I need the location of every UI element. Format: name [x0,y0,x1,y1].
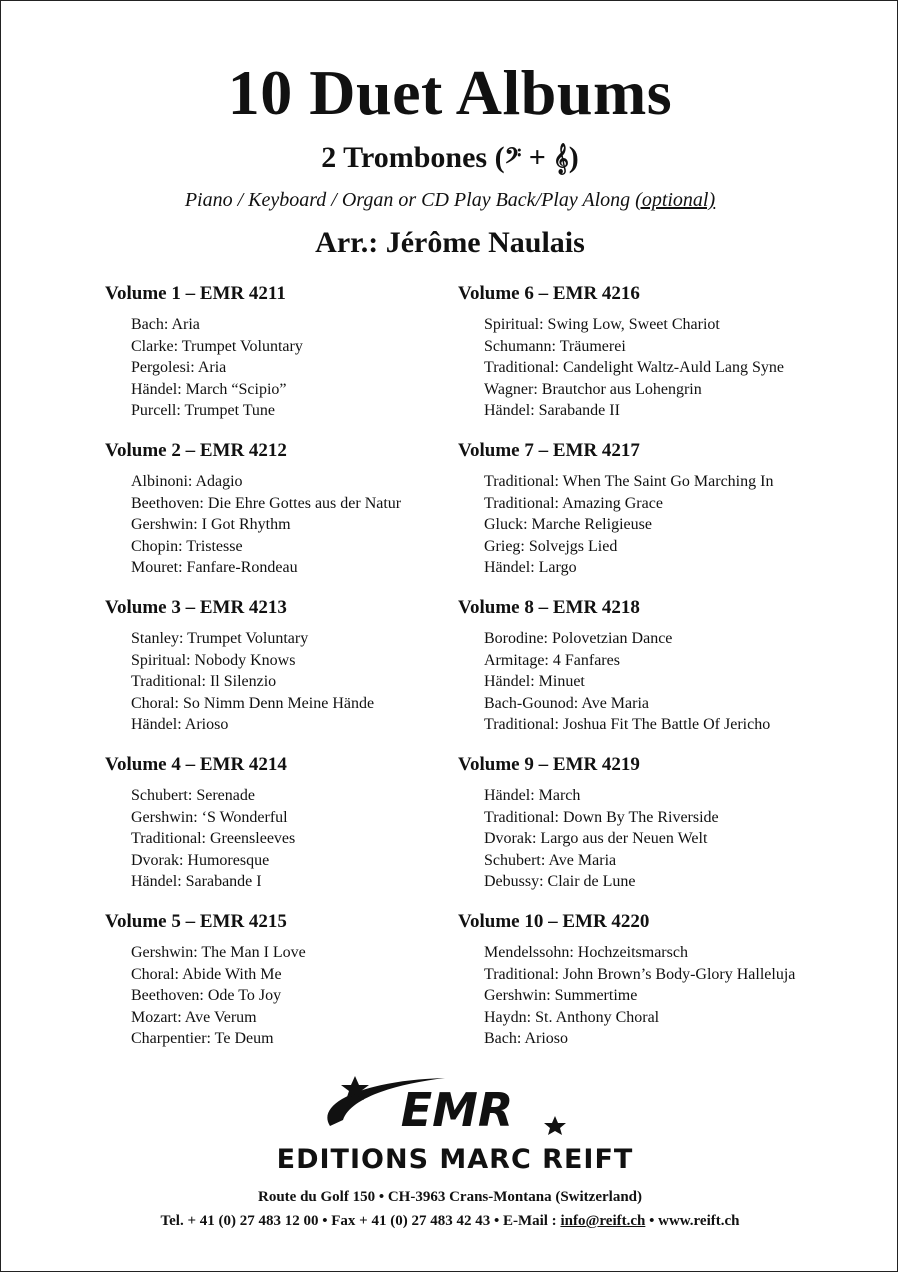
volumes-column-left [105,280,505,1065]
piece-item: Gluck: Marche Religieuse [484,516,652,533]
email-link[interactable]: info@reift.ch [560,1213,646,1229]
piece-item: Händel: Minuet [484,673,585,690]
piece-item: Mozart: Ave Verum [131,1008,257,1026]
treble-clef-icon: 𝄞 [553,144,569,174]
volume-title: Volume 10 – EMR 4220 [458,911,650,932]
piece-item: Chopin: Tristesse [131,537,243,555]
piece-item: Pergolesi: Aria [131,359,227,376]
piece-list [131,785,505,893]
arranger: Arr.: Jérôme Naulais [315,226,585,259]
volume-block [105,751,505,908]
piece-item: Mouret: Fanfare-Rondeau [131,559,298,576]
piece-item: Gershwin: ‘S Wonderful [131,808,288,826]
instrumentation-line [0,186,900,214]
volume-block [105,280,505,437]
piece-list [131,471,505,579]
piece-item: Händel: Largo [484,559,577,576]
piece-list [131,942,505,1050]
piece-list [484,471,878,579]
piece-item: Clarke: Trumpet Voluntary [131,337,303,355]
piece-item: Grieg: Solvejgs Lied [484,537,618,555]
page-title: 10 Duet Albums [227,57,673,128]
piece-item: Schumann: Träumerei [484,337,626,355]
piece-item: Beethoven: Die Ehre Gottes aus der Natur [131,494,402,512]
volume-title: Volume 2 – EMR 4212 [105,440,287,461]
optional-note: (optional) [635,189,716,211]
volume-title: Volume 3 – EMR 4213 [105,597,287,618]
piece-item: Dvorak: Largo aus der Neuen Welt [484,830,708,847]
piece-item: Traditional: Candelight Waltz-Auld Lang Syne [484,359,785,376]
volume-block [105,908,505,1065]
piece-item: Traditional: John Brown’s Body-Glory Halleluja [484,965,796,983]
piece-item: Haydn: St. Anthony Choral [484,1008,660,1026]
piece-item: Stanley: Trumpet Voluntary [131,630,309,647]
piece-item: Händel: Sarabande I [131,873,262,890]
piece-list [484,314,878,422]
piece-item: Choral: Abide With Me [131,965,282,983]
volume-block [458,280,878,437]
website: • www.reift.ch [645,1213,740,1229]
emr-logo [235,1068,675,1178]
piece-item: Spiritual: Swing Low, Sweet Chariot [484,316,720,333]
piece-item: Gershwin: I Got Rhythm [131,516,291,533]
piece-item: Gershwin: Summertime [484,987,638,1004]
volume-title: Volume 9 – EMR 4219 [458,754,640,775]
piece-item: Charpentier: Te Deum [131,1030,274,1047]
star-icon [544,1116,566,1135]
piece-list [131,314,505,422]
piece-item: Bach: Arioso [484,1030,568,1047]
piece-item: Purcell: Trumpet Tune [131,402,276,419]
publisher-address: Route du Golf 150 • CH-3963 Crans-Montana (Switzerland) [258,1189,642,1205]
volume-title: Volume 7 – EMR 4217 [458,440,640,461]
piece-item: Händel: March [484,787,581,804]
piece-item: Traditional: When The Saint Go Marching In [484,473,774,490]
publisher-contact [0,1209,900,1233]
piece-list [484,942,878,1050]
volume-block [458,594,878,751]
volume-block [105,437,505,594]
contact-phone-fax: Tel. + 41 (0) 27 483 12 00 • Fax + 41 (0) 27 483 42 43 • E-Mail : [160,1213,561,1229]
logo-publisher-name: EDITIONS MARC REIFT [276,1144,634,1175]
piece-item: Mendelssohn: Hochzeitsmarsch [484,944,688,961]
piece-item: Händel: Sarabande II [484,402,620,419]
piece-list [484,785,878,893]
piece-list [131,628,505,736]
piece-item: Borodine: Polovetzian Dance [484,630,673,647]
bass-clef-icon: 𝄢 [504,144,522,174]
piece-item: Albinoni: Adagio [131,473,243,490]
volume-block [105,594,505,751]
piece-item: Traditional: Down By The Riverside [484,808,719,826]
instrumentation-text: Piano / Keyboard / Organ or CD Play Back/Play Along [184,189,631,211]
piece-item: Dvorak: Humoresque [131,851,270,869]
piece-item: Bach-Gounod: Ave Maria [484,694,649,712]
piece-item: Händel: Arioso [131,716,229,733]
volume-title: Volume 1 – EMR 4211 [105,283,286,304]
piece-item: Choral: So Nimm Denn Meine Hände [131,694,375,712]
volume-title: Volume 6 – EMR 4216 [458,283,640,304]
volume-block [458,751,878,908]
volume-title: Volume 5 – EMR 4215 [105,911,287,932]
piece-item: Debussy: Clair de Lune [484,873,636,890]
piece-item: Spiritual: Nobody Knows [131,651,296,669]
piece-item: Traditional: Joshua Fit The Battle Of Jericho [484,716,771,733]
piece-item: Traditional: Amazing Grace [484,494,663,512]
volume-block [458,437,878,594]
piece-item: Traditional: Greensleeves [131,830,296,847]
piece-item: Armitage: 4 Fanfares [484,651,620,669]
piece-item: Schubert: Ave Maria [484,851,617,869]
instrument-subtitle [0,138,900,179]
piece-item: Wagner: Brautchor aus Lohengrin [484,380,702,398]
volume-title: Volume 4 – EMR 4214 [105,754,287,775]
piece-item: Gershwin: The Man I Love [131,944,306,961]
piece-item: Traditional: Il Silenzio [131,673,277,690]
publisher-address-block [0,1185,900,1233]
piece-item: Schubert: Serenade [131,787,255,804]
volumes-column-right [458,280,878,1065]
volume-title: Volume 8 – EMR 4218 [458,597,640,618]
piece-item: Bach: Aria [131,316,200,333]
piece-item: Beethoven: Ode To Joy [131,987,282,1004]
subtitle-prefix: 2 Trombones ( [321,141,505,174]
volume-block [458,908,878,1065]
subtitle-suffix: ) [568,141,579,174]
subtitle-plus: + [521,141,554,174]
logo-mark: EMR [400,1083,514,1137]
piece-item: Händel: March “Scipio” [131,380,287,398]
piece-list [484,628,878,736]
